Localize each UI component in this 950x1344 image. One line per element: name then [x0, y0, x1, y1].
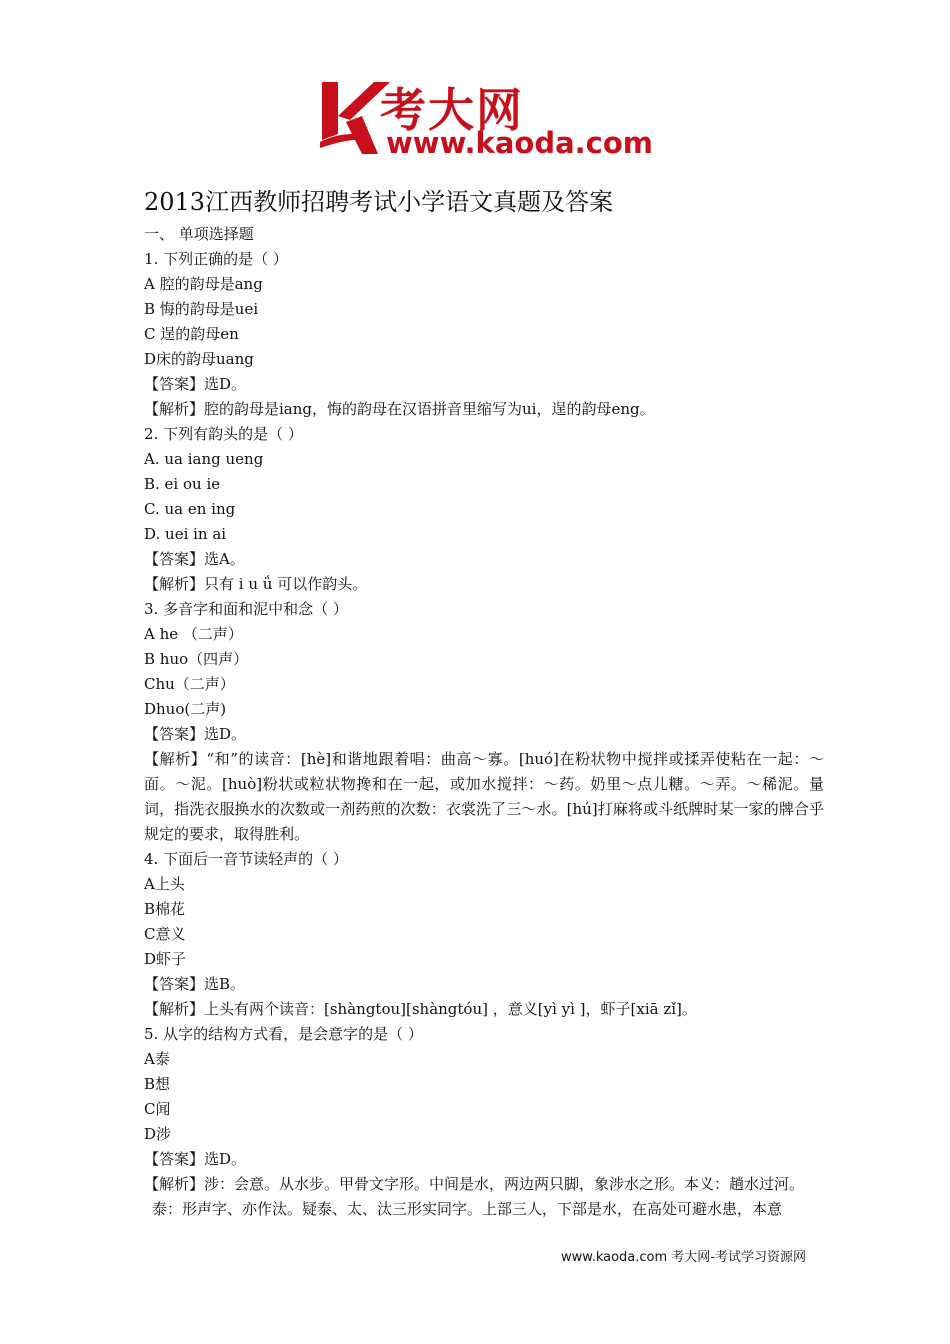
- logo-url: www.kaoda.com: [386, 126, 653, 160]
- section-heading: 一、 单项选择题: [144, 225, 254, 243]
- site-logo[interactable]: [316, 76, 653, 160]
- question-4-option-b: B棉花: [144, 900, 186, 918]
- question-4-option-c: C意义: [144, 925, 186, 943]
- question-5: 5. 从字的结构方式看，是会意字的是（ ）: [144, 1025, 423, 1043]
- question-3-option-b: B huo（四声）: [144, 650, 249, 668]
- question-1-explanation: 【解析】腔的韵母是iang，悔的韵母在汉语拼音里缩写为ui，逞的韵母eng。: [144, 400, 655, 418]
- question-4-option-d: D虾子: [144, 950, 187, 968]
- question-3-option-a: A he （二声）: [144, 625, 243, 643]
- question-2-explanation: 【解析】只有 i u ǘ 可以作韵头。: [144, 575, 368, 593]
- question-2-option-a: A. ua iang ueng: [144, 450, 264, 468]
- question-3: 3. 多音字和面和泥中和念（ ）: [144, 600, 348, 618]
- question-4-option-a: A上头: [144, 875, 185, 893]
- question-2-option-b: B. ei ou ie: [144, 475, 221, 493]
- question-2-option-c: C. ua en ing: [144, 500, 236, 518]
- question-2: 2. 下列有韵头的是（ ）: [144, 425, 303, 443]
- question-5-option-b: B想: [144, 1075, 171, 1093]
- question-1-option-c: C 逞的韵母en: [144, 325, 239, 343]
- question-1-option-a: A 腔的韵母是ang: [144, 275, 263, 293]
- document-title: 2013江西教师招聘考试小学语文真题及答案: [144, 188, 614, 216]
- question-5-answer: 【答案】选D。: [144, 1150, 247, 1168]
- question-3-option-c: Chu（二声）: [144, 675, 235, 693]
- question-1: 1. 下列正确的是（ ）: [144, 250, 288, 268]
- question-4-answer: 【答案】选B。: [144, 975, 246, 993]
- question-1-option-b: B 悔的韵母是uei: [144, 300, 259, 318]
- question-3-explanation: 【解析】“和”的读音：[hè]和谐地跟着唱：曲高～寡。[huó]在粉状物中搅拌或揉弄使粘在一起：～面。～泥。[huò]粉状或粒状物搀和在一起，或加水搅拌：～药。奶里～点儿糖。～弄。～稀泥。量词，指洗衣服换水的次数或一剂药煎的次数：衣裳洗了三～水。[hú]打麻将或斗纸牌时某一家的牌合乎规定的要求，取得胜利。: [144, 750, 824, 843]
- question-1-answer: 【答案】选D。: [144, 375, 247, 393]
- question-5-option-a: A泰: [144, 1050, 170, 1068]
- question-5-explanation-continued: 泰：形声字、亦作汰。疑泰、太、汰三形实同字。上部三人，下部是水，在高处可避水患，本意: [152, 1200, 783, 1218]
- question-4: 4. 下面后一音节读轻声的（ ）: [144, 850, 348, 868]
- question-2-answer: 【答案】选A。: [144, 550, 245, 568]
- question-4-explanation: 【解析】上头有两个读音：[shàngtou][shàngtóu] ，意义[yì yì ]，虾子[xiā zǐ]。: [144, 1000, 697, 1018]
- document-body: [144, 222, 824, 1222]
- question-3-option-d: Dhuo(二声): [144, 700, 227, 718]
- question-3-answer: 【答案】选D。: [144, 725, 247, 743]
- logo-chinese-name: 考大网: [380, 83, 524, 137]
- question-5-explanation: 【解析】涉：会意。从水步。甲骨文字形。中间是水，两边两只脚，象涉水之形。本义：趟水过河。: [144, 1175, 805, 1193]
- question-1-option-d: D床的韵母uang: [144, 350, 254, 368]
- question-2-option-d: D. uei in ai: [144, 525, 227, 543]
- question-5-option-d: D涉: [144, 1125, 172, 1143]
- footer-site-link[interactable]: www.kaoda.com 考大网-考试学习资源网: [561, 1250, 806, 1265]
- question-5-option-c: C闻: [144, 1100, 171, 1118]
